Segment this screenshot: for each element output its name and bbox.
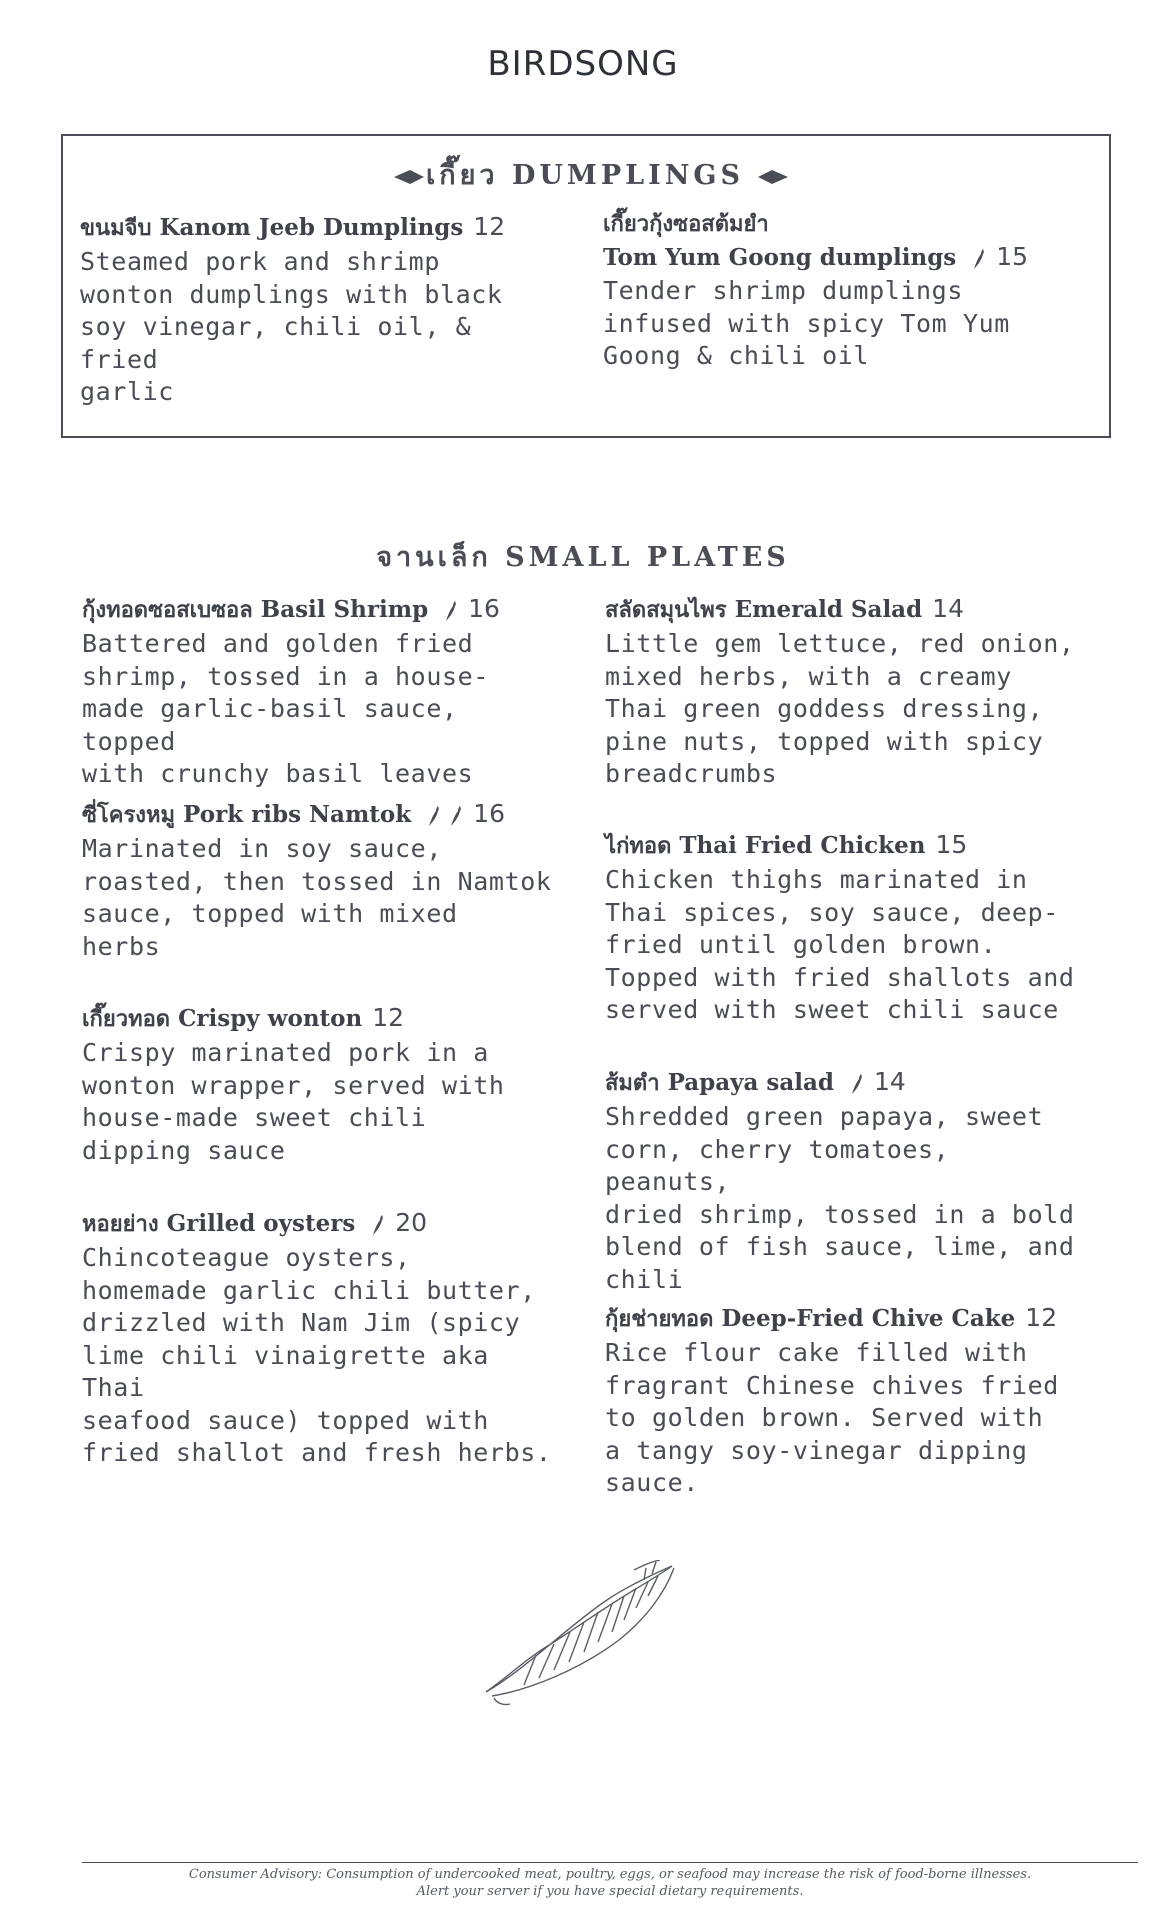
chili-icon — [972, 248, 986, 270]
small-plates-title-thai: จานเล็ก — [376, 542, 492, 573]
item-name: Papaya salad — [667, 1069, 835, 1096]
diamond-divider-icon — [758, 170, 772, 184]
description-line: Rice flour cake filled with — [605, 1338, 1028, 1367]
description-line: lime chili vinaigrette aka Thai — [82, 1340, 489, 1402]
item-price: 16 — [468, 594, 500, 623]
item-heading — [605, 593, 1085, 627]
menu-item — [82, 593, 562, 791]
item-price: 12 — [473, 212, 506, 241]
item-name: Pork ribs Namtok — [183, 801, 412, 828]
description-line: with crunchy basil leaves — [82, 759, 474, 788]
item-price: 12 — [372, 1003, 405, 1032]
item-thai-name: ซี่โครงหมู — [82, 803, 176, 828]
dumplings-title-en: DUMPLINGS — [511, 160, 744, 191]
menu-item — [80, 211, 560, 409]
menu-item — [603, 208, 1083, 373]
item-heading — [605, 1302, 1085, 1336]
description-line: chili — [605, 1264, 684, 1294]
description-line: Goong & chili oil — [603, 341, 870, 370]
item-description — [80, 246, 560, 409]
description-line: wonton wrapper, served with — [82, 1070, 505, 1100]
item-thai-name: กุ้งทอดซอสเบซอล — [82, 598, 253, 623]
description-line: made garlic-basil sauce, topped — [82, 694, 458, 756]
description-line: Thai green goddess dressing, — [605, 694, 1044, 723]
item-thai-line — [603, 208, 1083, 241]
item-description — [82, 1037, 562, 1167]
description-line: soy vinegar, chili oil, & fried — [80, 312, 472, 374]
item-description — [605, 1337, 1085, 1500]
description-line: Topped with fried shallots and — [605, 962, 1075, 992]
description-line: fried until golden brown. — [605, 930, 997, 959]
chili-icon — [371, 1214, 385, 1236]
description-line: herbs — [82, 931, 161, 961]
item-name: Emerald Salad — [734, 596, 923, 623]
item-description — [605, 1101, 1085, 1296]
item-heading — [80, 211, 560, 245]
item-thai-name: ขนมจีบ — [80, 216, 152, 241]
description-line: seafood sauce) topped with — [82, 1405, 489, 1435]
description-line: shrimp, tossed in a house- — [82, 661, 489, 691]
item-heading — [82, 1207, 562, 1241]
description-line: Chincoteague oysters, — [82, 1243, 411, 1272]
chili-icon — [449, 805, 463, 827]
item-heading — [605, 1066, 1085, 1100]
item-price: 12 — [1025, 1303, 1058, 1332]
item-heading — [605, 829, 1085, 863]
description-line: homemade garlic chili butter, — [82, 1275, 536, 1305]
item-name: Basil Shrimp — [260, 596, 429, 623]
consumer-advisory-line1: Consumer Advisory: Consumption of undercooked meat, poultry, eggs, or seafood may increase the risk of food-borne illnesses. — [188, 1867, 1032, 1882]
description-line: Shredded green papaya, sweet — [605, 1102, 1044, 1131]
description-line: Battered and golden fried — [82, 629, 474, 658]
description-line: fragrant Chinese chives fried — [605, 1370, 1059, 1400]
item-price: 15 — [996, 242, 1029, 271]
consumer-advisory-line2: Alert your server if you have special dietary requirements. — [416, 1884, 804, 1899]
item-thai-name: เกี๊ยวทอด — [82, 1007, 171, 1032]
item-name: Crispy wonton — [178, 1005, 363, 1032]
description-line: wonton dumplings with black — [80, 279, 503, 309]
item-heading — [603, 241, 1083, 274]
item-description — [82, 1242, 562, 1470]
description-line: served with sweet chili sauce — [605, 995, 1059, 1024]
description-line: corn, cherry tomatoes, peanuts, — [605, 1134, 950, 1196]
dumplings-title — [0, 153, 1166, 196]
description-line: garlic — [80, 377, 174, 406]
item-name: Thai Fried Chicken — [679, 832, 926, 859]
item-description — [605, 864, 1085, 1027]
description-line: drizzled with Nam Jim (spicy — [82, 1308, 521, 1337]
item-description — [82, 628, 562, 791]
description-line: Tender shrimp dumplings — [603, 276, 963, 305]
item-thai-name: ไก่ทอด — [605, 834, 672, 859]
item-heading — [82, 798, 562, 832]
chili-icon — [444, 600, 458, 622]
item-thai-name: หอยย่าง — [82, 1212, 159, 1237]
item-thai-name: ส้มตำ — [605, 1071, 660, 1096]
restaurant-logo: BIRDSONG — [487, 44, 679, 84]
menu-item — [82, 1207, 562, 1470]
description-line: sauce. — [605, 1468, 699, 1497]
item-heading — [82, 593, 562, 627]
item-price: 14 — [874, 1067, 906, 1096]
diamond-divider-icon — [394, 170, 410, 184]
item-thai-name: เกี๊ยวกุ้งซอสต้มยำ — [603, 212, 769, 237]
description-line: Steamed pork and shrimp — [80, 247, 440, 276]
dumplings-title-thai: เกี๊ยว — [426, 160, 499, 191]
advisory-rule — [82, 1862, 1138, 1863]
description-line: to golden brown. Served with — [605, 1403, 1044, 1432]
description-line: pine nuts, topped with spicy — [605, 726, 1044, 756]
description-line: dipping sauce — [82, 1135, 286, 1165]
description-line: mixed herbs, with a creamy — [605, 661, 1012, 691]
description-line: Crispy marinated pork in a — [82, 1038, 489, 1067]
menu-item — [82, 1002, 562, 1167]
item-price: 14 — [932, 594, 964, 623]
item-heading — [82, 1002, 562, 1036]
item-name: Tom Yum Goong dumplings — [603, 244, 957, 271]
menu-item — [605, 1066, 1085, 1296]
chili-icon — [427, 805, 441, 827]
description-line: house-made sweet chili — [82, 1103, 427, 1132]
description-line: fried shallot and fresh herbs. — [82, 1438, 552, 1467]
chili-icon — [850, 1073, 864, 1095]
description-line: Little gem lettuce, red onion, — [605, 629, 1075, 658]
description-line: Thai spices, soy sauce, deep- — [605, 897, 1059, 927]
item-thai-name: สลัดสมุนไพร — [605, 598, 727, 623]
item-thai-name: กุ้ยช่ายทอด — [605, 1307, 714, 1332]
menu-item — [82, 798, 562, 963]
item-price: 15 — [935, 830, 968, 859]
item-price: 20 — [395, 1208, 428, 1237]
item-name: Kanom Jeeb Dumplings — [159, 214, 464, 241]
description-line: Marinated in soy sauce, — [82, 834, 442, 863]
small-plates-title — [0, 535, 1166, 578]
menu-item — [605, 593, 1085, 791]
description-line: Chicken thighs marinated in — [605, 865, 1028, 894]
description-line: breadcrumbs — [605, 759, 778, 788]
item-price: 16 — [473, 799, 505, 828]
description-line: a tangy soy-vinegar dipping — [605, 1435, 1028, 1465]
description-line: dried shrimp, tossed in a bold — [605, 1199, 1075, 1229]
menu-item — [605, 1302, 1085, 1500]
description-line: sauce, topped with mixed — [82, 899, 458, 928]
item-description — [605, 628, 1085, 791]
small-plates-title-en: SMALL PLATES — [505, 542, 790, 573]
item-name: Deep-Fried Chive Cake — [721, 1305, 1016, 1332]
menu-item — [605, 829, 1085, 1027]
description-line: roasted, then tossed in Namtok — [82, 866, 552, 896]
item-description — [603, 275, 1083, 373]
description-line: blend of fish sauce, lime, and — [605, 1232, 1075, 1261]
feather-icon — [484, 1560, 704, 1710]
description-line: infused with spicy Tom Yum — [603, 308, 1010, 338]
item-name: Grilled oysters — [166, 1210, 356, 1237]
item-description — [82, 833, 562, 963]
